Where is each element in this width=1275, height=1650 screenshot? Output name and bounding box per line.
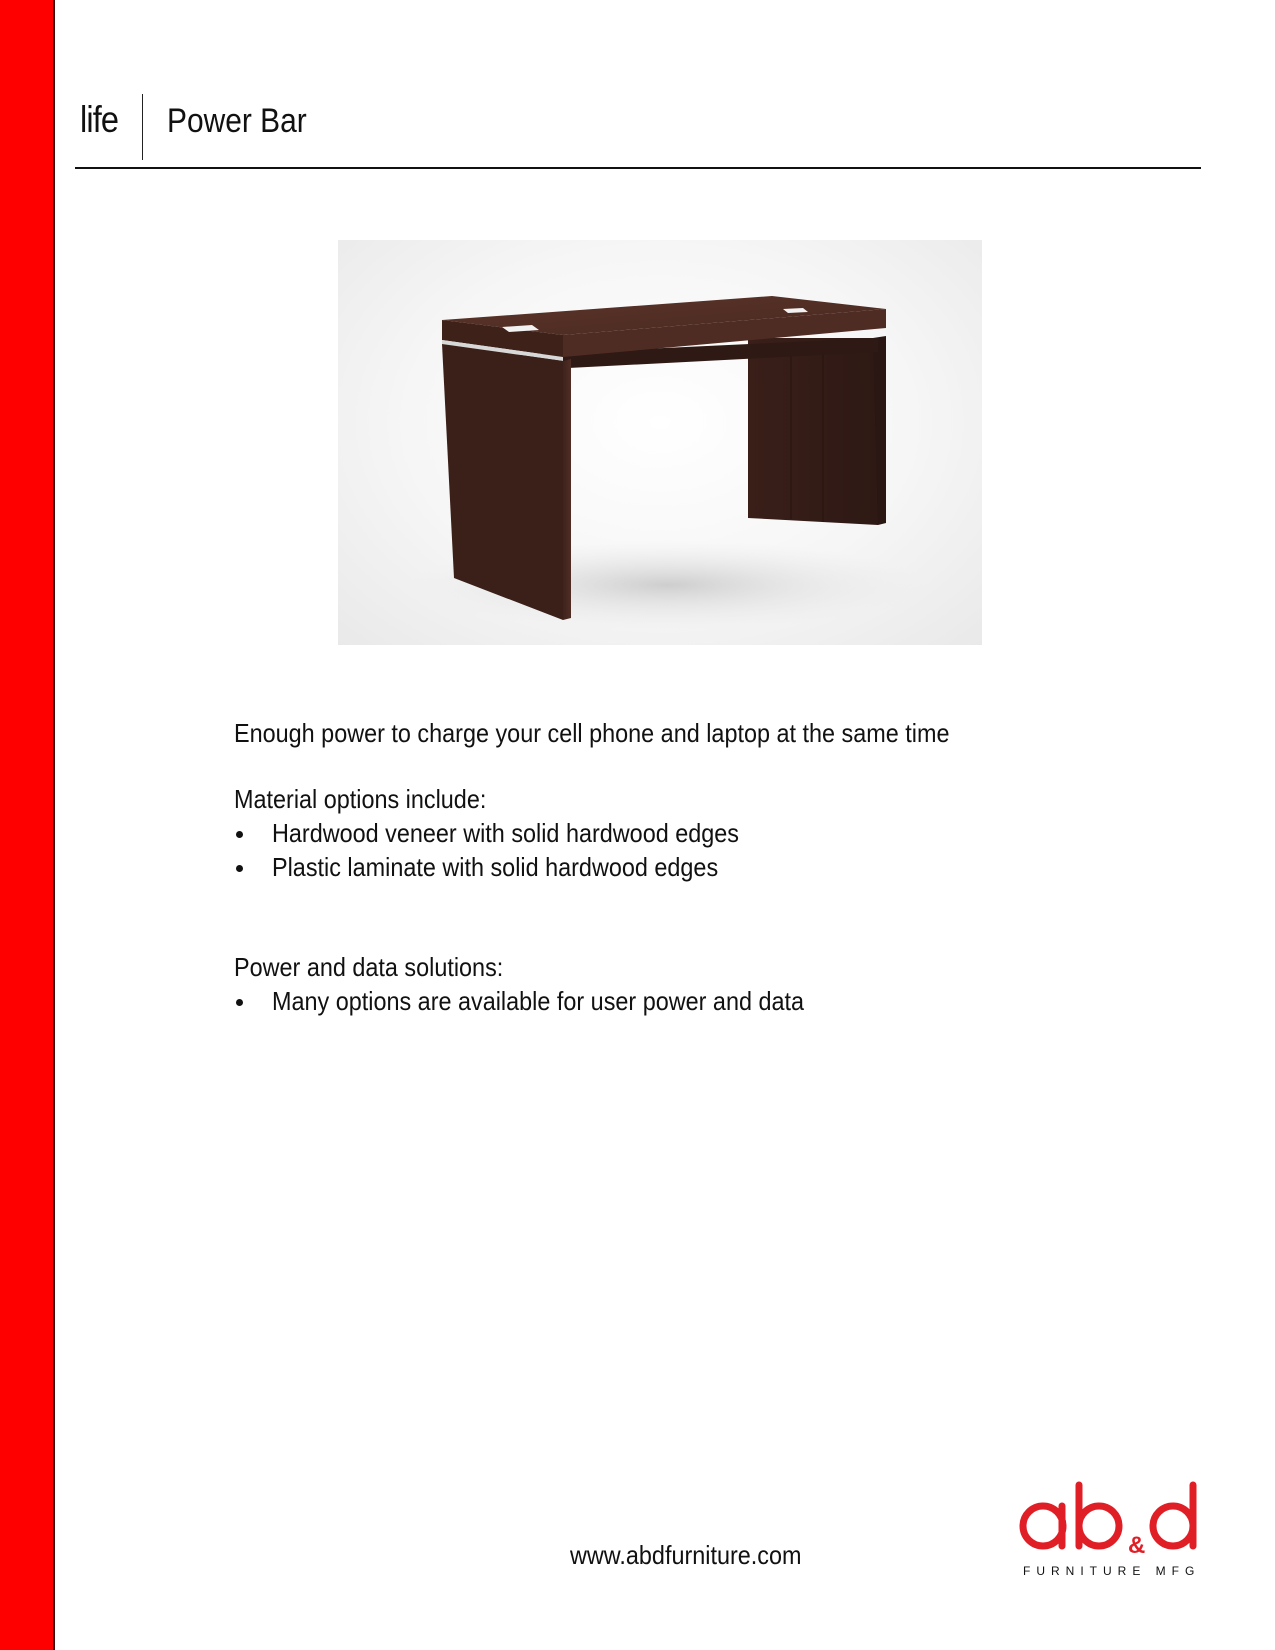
intro-text: Enough power to charge your cell phone and laptop at the same time [234, 718, 950, 748]
abd-logo-mark [1015, 1475, 1210, 1580]
header-divider [142, 94, 143, 160]
list-item: Plastic laminate with solid hardwood edges [234, 850, 1134, 884]
power-list [234, 984, 1134, 1018]
header-rule [75, 167, 1201, 169]
product-title: Power Bar [167, 102, 307, 140]
power-heading: Power and data solutions: [234, 952, 504, 982]
bullet-icon [236, 831, 243, 838]
svg-text:FURNITURE MFG: FURNITURE MFG [1023, 1564, 1201, 1578]
abd-logo [1015, 1475, 1210, 1580]
list-item: Many options are available for user power and data [234, 984, 1134, 1018]
desk-illustration [338, 240, 982, 645]
svg-text:&: & [1128, 1532, 1146, 1559]
materials-list [234, 816, 1134, 884]
materials-heading: Material options include: [234, 784, 487, 814]
brand-side-bar [0, 0, 55, 1650]
product-description [234, 716, 1134, 1018]
list-item: Hardwood veneer with solid hardwood edges [234, 816, 1134, 850]
page-header [80, 92, 307, 162]
website-link[interactable]: www.abdfurniture.com [570, 1540, 802, 1570]
collection-name: life [80, 99, 119, 140]
bullet-icon [236, 865, 243, 872]
desk-photo [338, 240, 982, 645]
bullet-icon [236, 999, 243, 1006]
